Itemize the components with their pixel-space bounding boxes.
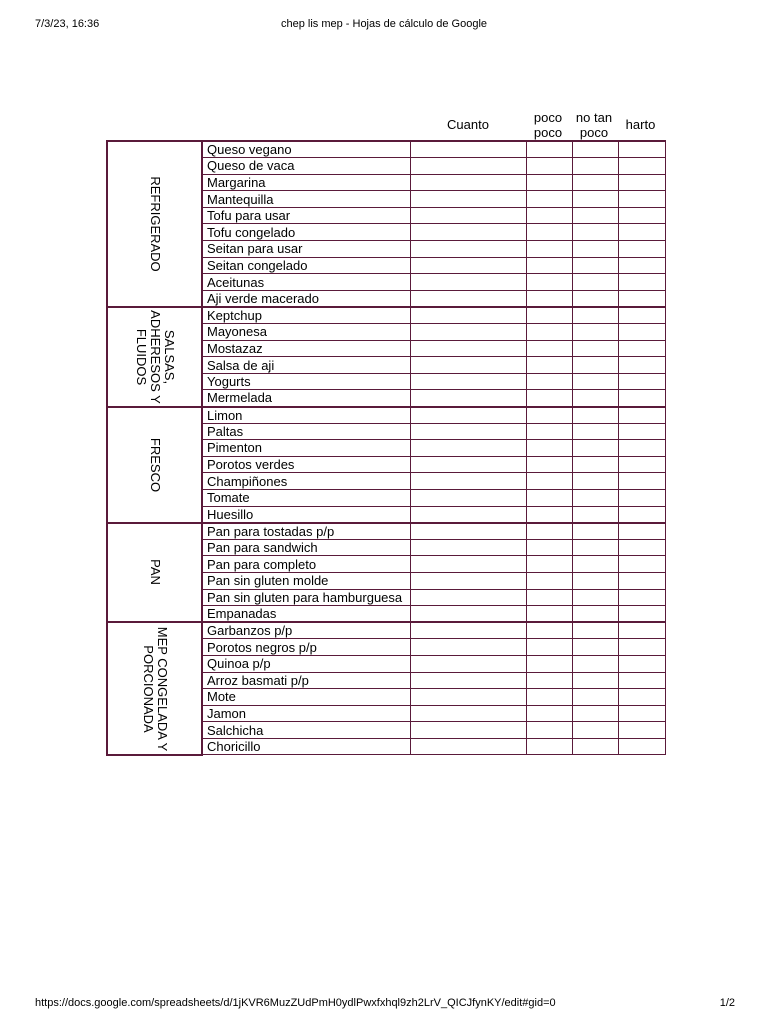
item-name-cell[interactable]: Tofu para usar bbox=[202, 207, 410, 224]
item-name-cell[interactable]: Aji verde macerado bbox=[202, 290, 410, 307]
page-url: https://docs.google.com/spreadsheets/d/1jKVR6MuzZUdPmH0ydlPwxfxhql9zh2LrV_QICJfynKY/edit#gid=0 bbox=[35, 997, 556, 1009]
poco-poco-cell[interactable] bbox=[526, 340, 572, 357]
document-title: chep lis mep - Hojas de cálculo de Google bbox=[280, 18, 488, 30]
item-name-cell[interactable]: Choricillo bbox=[202, 738, 410, 755]
poco-poco-cell[interactable] bbox=[526, 207, 572, 224]
no-tan-poco-cell[interactable] bbox=[572, 606, 618, 623]
cuanto-cell[interactable] bbox=[410, 390, 526, 407]
poco-poco-cell[interactable] bbox=[526, 274, 572, 291]
cuanto-cell[interactable] bbox=[410, 423, 526, 440]
harto-cell[interactable] bbox=[618, 423, 665, 440]
item-name-cell[interactable]: Huesillo bbox=[202, 506, 410, 523]
item-name-cell[interactable]: Mote bbox=[202, 689, 410, 706]
no-tan-poco-cell[interactable] bbox=[572, 539, 618, 556]
poco-poco-cell[interactable] bbox=[526, 390, 572, 407]
poco-poco-cell[interactable] bbox=[526, 622, 572, 639]
poco-poco-cell[interactable] bbox=[526, 373, 572, 390]
poco-poco-cell[interactable] bbox=[526, 589, 572, 606]
no-tan-poco-cell[interactable] bbox=[572, 373, 618, 390]
cuanto-cell[interactable] bbox=[410, 556, 526, 573]
cuanto-cell[interactable] bbox=[410, 373, 526, 390]
cuanto-cell[interactable] bbox=[410, 207, 526, 224]
category-label: FRESCO bbox=[147, 437, 163, 492]
item-name-cell[interactable]: Keptchup bbox=[202, 307, 410, 324]
table-row bbox=[107, 622, 665, 639]
cuanto-cell[interactable] bbox=[410, 589, 526, 606]
table-row bbox=[107, 141, 665, 158]
harto-cell[interactable] bbox=[618, 324, 665, 341]
poco-poco-cell[interactable] bbox=[526, 456, 572, 473]
harto-cell[interactable] bbox=[618, 456, 665, 473]
harto-cell[interactable] bbox=[618, 340, 665, 357]
no-tan-poco-cell[interactable] bbox=[572, 340, 618, 357]
no-tan-poco-cell[interactable] bbox=[572, 622, 618, 639]
harto-cell[interactable] bbox=[618, 738, 665, 755]
no-tan-poco-cell[interactable] bbox=[572, 307, 618, 324]
cuanto-cell[interactable] bbox=[410, 324, 526, 341]
cuanto-cell[interactable] bbox=[410, 141, 526, 158]
poco-poco-cell[interactable] bbox=[526, 506, 572, 523]
item-name-cell[interactable]: Salchicha bbox=[202, 722, 410, 739]
no-tan-poco-cell[interactable] bbox=[572, 506, 618, 523]
cuanto-cell[interactable] bbox=[410, 191, 526, 208]
harto-cell[interactable] bbox=[618, 556, 665, 573]
poco-poco-cell[interactable] bbox=[526, 191, 572, 208]
harto-cell[interactable] bbox=[618, 589, 665, 606]
poco-poco-cell[interactable] bbox=[526, 257, 572, 274]
no-tan-poco-cell[interactable] bbox=[572, 224, 618, 241]
cuanto-cell[interactable] bbox=[410, 290, 526, 307]
cuanto-cell[interactable] bbox=[410, 722, 526, 739]
cuanto-cell[interactable] bbox=[410, 539, 526, 556]
poco-poco-cell[interactable] bbox=[526, 639, 572, 656]
no-tan-poco-cell[interactable] bbox=[572, 274, 618, 291]
no-tan-poco-cell[interactable] bbox=[572, 655, 618, 672]
category-cell bbox=[107, 307, 202, 407]
poco-poco-cell[interactable] bbox=[526, 738, 572, 755]
no-tan-poco-cell[interactable] bbox=[572, 589, 618, 606]
item-name-cell[interactable]: Porotos negros p/p bbox=[202, 639, 410, 656]
poco-poco-cell[interactable] bbox=[526, 489, 572, 506]
item-name-cell[interactable]: Mayonesa bbox=[202, 324, 410, 341]
no-tan-poco-cell[interactable] bbox=[572, 689, 618, 706]
item-name-cell[interactable]: Yogurts bbox=[202, 373, 410, 390]
cuanto-cell[interactable] bbox=[410, 274, 526, 291]
cuanto-cell[interactable] bbox=[410, 174, 526, 191]
poco-poco-cell[interactable] bbox=[526, 290, 572, 307]
harto-cell[interactable] bbox=[618, 290, 665, 307]
poco-poco-cell[interactable] bbox=[526, 672, 572, 689]
no-tan-poco-cell[interactable] bbox=[572, 705, 618, 722]
harto-cell[interactable] bbox=[618, 639, 665, 656]
item-name-cell[interactable]: Tofu congelado bbox=[202, 224, 410, 241]
inventory-table bbox=[106, 140, 666, 756]
no-tan-poco-cell[interactable] bbox=[572, 390, 618, 407]
no-tan-poco-cell[interactable] bbox=[572, 407, 618, 424]
cuanto-cell[interactable] bbox=[410, 158, 526, 175]
no-tan-poco-cell[interactable] bbox=[572, 174, 618, 191]
poco-poco-cell[interactable] bbox=[526, 307, 572, 324]
harto-cell[interactable] bbox=[618, 241, 665, 258]
harto-cell[interactable] bbox=[618, 523, 665, 540]
item-name-cell[interactable]: Jamon bbox=[202, 705, 410, 722]
harto-cell[interactable] bbox=[618, 274, 665, 291]
item-name-cell[interactable]: Margarina bbox=[202, 174, 410, 191]
no-tan-poco-cell[interactable] bbox=[572, 423, 618, 440]
column-header-no-tan-poco: no tan poco bbox=[575, 110, 613, 140]
harto-cell[interactable] bbox=[618, 622, 665, 639]
poco-poco-cell[interactable] bbox=[526, 705, 572, 722]
poco-poco-cell[interactable] bbox=[526, 224, 572, 241]
cuanto-cell[interactable] bbox=[410, 489, 526, 506]
harto-cell[interactable] bbox=[618, 257, 665, 274]
harto-cell[interactable] bbox=[618, 606, 665, 623]
item-name-cell[interactable]: Pimenton bbox=[202, 440, 410, 457]
harto-cell[interactable] bbox=[618, 191, 665, 208]
column-header-harto: harto bbox=[625, 117, 656, 132]
item-name-cell[interactable]: Porotos verdes bbox=[202, 456, 410, 473]
no-tan-poco-cell[interactable] bbox=[572, 257, 618, 274]
cuanto-cell[interactable] bbox=[410, 689, 526, 706]
poco-poco-cell[interactable] bbox=[526, 539, 572, 556]
poco-poco-cell[interactable] bbox=[526, 324, 572, 341]
cuanto-cell[interactable] bbox=[410, 456, 526, 473]
harto-cell[interactable] bbox=[618, 390, 665, 407]
category-label: SALSAS, ADHERESOS Y FLUIDOS bbox=[133, 309, 177, 404]
poco-poco-cell[interactable] bbox=[526, 241, 572, 258]
harto-cell[interactable] bbox=[618, 174, 665, 191]
poco-poco-cell[interactable] bbox=[526, 689, 572, 706]
category-label: REFRIGERADO bbox=[147, 176, 163, 272]
cuanto-cell[interactable] bbox=[410, 257, 526, 274]
no-tan-poco-cell[interactable] bbox=[572, 556, 618, 573]
item-name-cell[interactable]: Salsa de aji bbox=[202, 357, 410, 374]
no-tan-poco-cell[interactable] bbox=[572, 357, 618, 374]
item-name-cell[interactable]: Queso de vaca bbox=[202, 158, 410, 175]
poco-poco-cell[interactable] bbox=[526, 556, 572, 573]
item-name-cell[interactable]: Pan para sandwich bbox=[202, 539, 410, 556]
item-name-cell[interactable]: Pan sin gluten molde bbox=[202, 572, 410, 589]
item-name-cell[interactable]: Champiñones bbox=[202, 473, 410, 490]
no-tan-poco-cell[interactable] bbox=[572, 473, 618, 490]
harto-cell[interactable] bbox=[618, 307, 665, 324]
harto-cell[interactable] bbox=[618, 207, 665, 224]
no-tan-poco-cell[interactable] bbox=[572, 141, 618, 158]
item-name-cell[interactable]: Aceitunas bbox=[202, 274, 410, 291]
harto-cell[interactable] bbox=[618, 705, 665, 722]
harto-cell[interactable] bbox=[618, 539, 665, 556]
no-tan-poco-cell[interactable] bbox=[572, 722, 618, 739]
item-name-cell[interactable]: Queso vegano bbox=[202, 141, 410, 158]
item-name-cell[interactable]: Empanadas bbox=[202, 606, 410, 623]
item-name-cell[interactable]: Garbanzos p/p bbox=[202, 622, 410, 639]
poco-poco-cell[interactable] bbox=[526, 440, 572, 457]
cuanto-cell[interactable] bbox=[410, 672, 526, 689]
harto-cell[interactable] bbox=[618, 722, 665, 739]
cuanto-cell[interactable] bbox=[410, 655, 526, 672]
item-name-cell[interactable]: Mermelada bbox=[202, 390, 410, 407]
harto-cell[interactable] bbox=[618, 141, 665, 158]
no-tan-poco-cell[interactable] bbox=[572, 639, 618, 656]
harto-cell[interactable] bbox=[618, 373, 665, 390]
item-name-cell[interactable]: Pan sin gluten para hamburguesa bbox=[202, 589, 410, 606]
item-name-cell[interactable]: Mostazaz bbox=[202, 340, 410, 357]
item-name-cell[interactable]: Paltas bbox=[202, 423, 410, 440]
cuanto-cell[interactable] bbox=[410, 606, 526, 623]
item-name-cell[interactable]: Arroz basmati p/p bbox=[202, 672, 410, 689]
no-tan-poco-cell[interactable] bbox=[572, 523, 618, 540]
cuanto-cell[interactable] bbox=[410, 307, 526, 324]
poco-poco-cell[interactable] bbox=[526, 158, 572, 175]
no-tan-poco-cell[interactable] bbox=[572, 572, 618, 589]
cuanto-cell[interactable] bbox=[410, 506, 526, 523]
no-tan-poco-cell[interactable] bbox=[572, 456, 618, 473]
cuanto-cell[interactable] bbox=[410, 224, 526, 241]
item-name-cell[interactable]: Limon bbox=[202, 407, 410, 424]
poco-poco-cell[interactable] bbox=[526, 655, 572, 672]
poco-poco-cell[interactable] bbox=[526, 473, 572, 490]
no-tan-poco-cell[interactable] bbox=[572, 672, 618, 689]
harto-cell[interactable] bbox=[618, 440, 665, 457]
poco-poco-cell[interactable] bbox=[526, 357, 572, 374]
harto-cell[interactable] bbox=[618, 407, 665, 424]
poco-poco-cell[interactable] bbox=[526, 722, 572, 739]
cuanto-cell[interactable] bbox=[410, 407, 526, 424]
cuanto-cell[interactable] bbox=[410, 705, 526, 722]
poco-poco-cell[interactable] bbox=[526, 523, 572, 540]
item-name-cell[interactable]: Seitan para usar bbox=[202, 241, 410, 258]
cuanto-cell[interactable] bbox=[410, 639, 526, 656]
category-cell bbox=[107, 407, 202, 523]
poco-poco-cell[interactable] bbox=[526, 141, 572, 158]
column-header-poco-poco: poco poco bbox=[533, 110, 563, 140]
no-tan-poco-cell[interactable] bbox=[572, 191, 618, 208]
table-row bbox=[107, 407, 665, 424]
no-tan-poco-cell[interactable] bbox=[572, 207, 618, 224]
cuanto-cell[interactable] bbox=[410, 357, 526, 374]
category-cell bbox=[107, 622, 202, 755]
harto-cell[interactable] bbox=[618, 224, 665, 241]
table-row bbox=[107, 307, 665, 324]
cuanto-cell[interactable] bbox=[410, 241, 526, 258]
category-label: MEP CONGELADA Y PORCIONADA bbox=[140, 626, 170, 751]
category-cell bbox=[107, 141, 202, 307]
harto-cell[interactable] bbox=[618, 655, 665, 672]
item-name-cell[interactable]: Pan para completo bbox=[202, 556, 410, 573]
harto-cell[interactable] bbox=[618, 572, 665, 589]
poco-poco-cell[interactable] bbox=[526, 423, 572, 440]
page-number: 1/2 bbox=[719, 997, 735, 1009]
poco-poco-cell[interactable] bbox=[526, 174, 572, 191]
table-row bbox=[107, 523, 665, 540]
item-name-cell[interactable]: Mantequilla bbox=[202, 191, 410, 208]
cuanto-cell[interactable] bbox=[410, 440, 526, 457]
harto-cell[interactable] bbox=[618, 158, 665, 175]
no-tan-poco-cell[interactable] bbox=[572, 489, 618, 506]
cuanto-cell[interactable] bbox=[410, 523, 526, 540]
no-tan-poco-cell[interactable] bbox=[572, 158, 618, 175]
no-tan-poco-cell[interactable] bbox=[572, 324, 618, 341]
harto-cell[interactable] bbox=[618, 506, 665, 523]
cuanto-cell[interactable] bbox=[410, 738, 526, 755]
category-cell bbox=[107, 523, 202, 623]
cuanto-cell[interactable] bbox=[410, 572, 526, 589]
print-datetime: 7/3/23, 16:36 bbox=[35, 18, 100, 30]
harto-cell[interactable] bbox=[618, 473, 665, 490]
poco-poco-cell[interactable] bbox=[526, 572, 572, 589]
no-tan-poco-cell[interactable] bbox=[572, 440, 618, 457]
cuanto-cell[interactable] bbox=[410, 622, 526, 639]
harto-cell[interactable] bbox=[618, 357, 665, 374]
cuanto-cell[interactable] bbox=[410, 473, 526, 490]
item-name-cell[interactable]: Pan para tostadas p/p bbox=[202, 523, 410, 540]
poco-poco-cell[interactable] bbox=[526, 407, 572, 424]
no-tan-poco-cell[interactable] bbox=[572, 290, 618, 307]
item-name-cell[interactable]: Seitan congelado bbox=[202, 257, 410, 274]
harto-cell[interactable] bbox=[618, 672, 665, 689]
cuanto-cell[interactable] bbox=[410, 340, 526, 357]
column-header-cuanto: Cuanto bbox=[447, 117, 489, 132]
item-name-cell[interactable]: Tomate bbox=[202, 489, 410, 506]
item-name-cell[interactable]: Quinoa p/p bbox=[202, 655, 410, 672]
category-label: PAN bbox=[147, 559, 163, 586]
no-tan-poco-cell[interactable] bbox=[572, 241, 618, 258]
poco-poco-cell[interactable] bbox=[526, 606, 572, 623]
no-tan-poco-cell[interactable] bbox=[572, 738, 618, 755]
harto-cell[interactable] bbox=[618, 489, 665, 506]
harto-cell[interactable] bbox=[618, 689, 665, 706]
